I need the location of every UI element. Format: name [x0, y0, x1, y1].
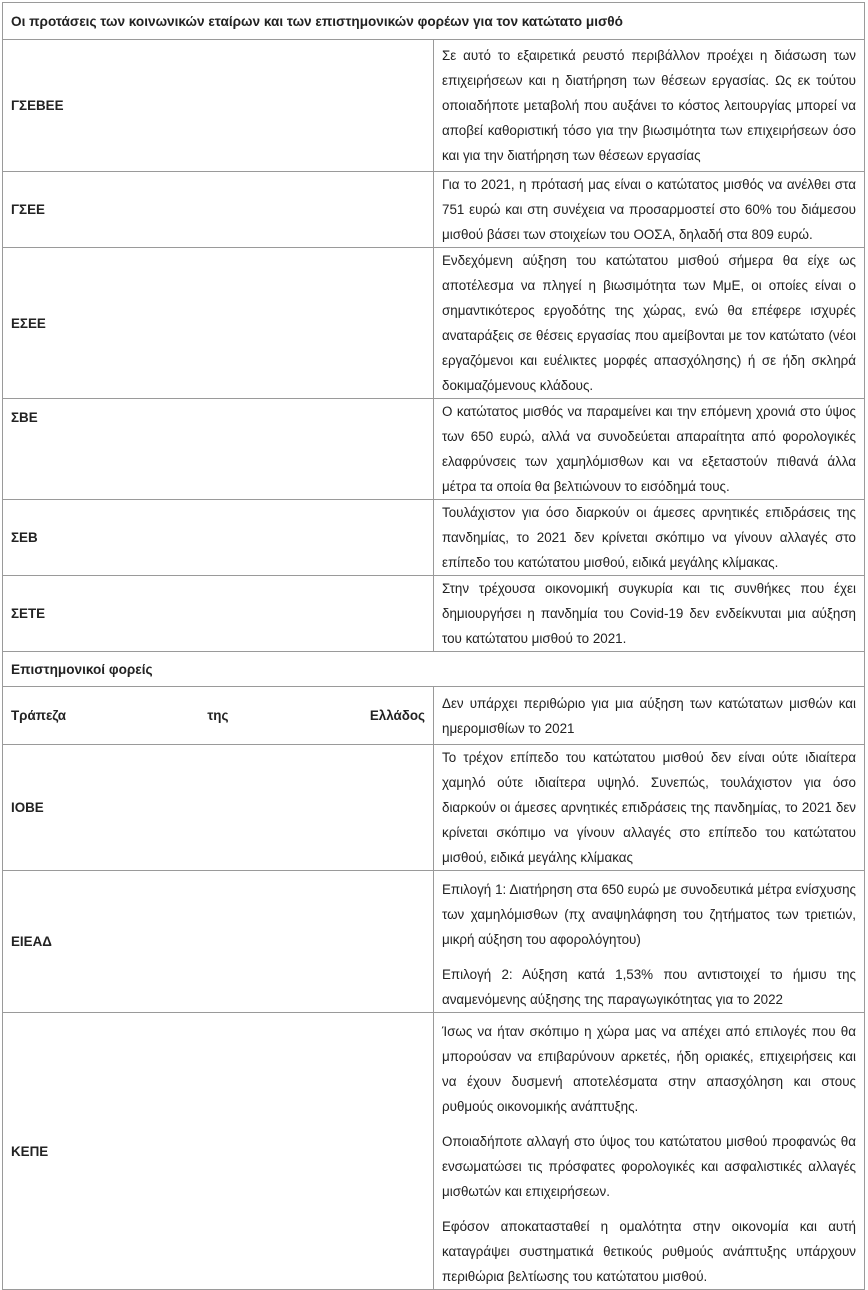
org-name: Τράπεζα της Ελλάδος: [3, 687, 434, 745]
proposal-text: [434, 172, 865, 248]
minimum-wage-proposals-table: [2, 2, 865, 1290]
proposal-text: [434, 40, 865, 172]
org-name: ΣΒΕ: [3, 399, 434, 500]
proposal-text: [434, 248, 865, 399]
table-title-row: [3, 3, 865, 40]
org-name: ΕΣΕΕ: [3, 248, 434, 399]
table-row: [3, 40, 865, 172]
org-name: ΙΟΒΕ: [3, 745, 434, 871]
proposal-paragraph: Ίσως να ήταν σκόπιμο η χώρα μας να απέχει από επιλογές που θα μπορούσαν να επιβαρύνουν αρκετές, ήδη οριακές, επιχειρήσεις και να έχουν δυσμενή αποτελέσματα στην απασχόληση και στους ρυθμούς οικονομικής ανάπτυξης.: [442, 1024, 856, 1114]
section-heading: Επιστημονικοί φορείς: [3, 652, 865, 687]
section-heading-row: [3, 652, 865, 687]
proposal-paragraph: Εφόσον αποκατασταθεί η ομαλότητα στην οικονομία και αυτή καταγράψει συστηματικά θετικούς ρυθμούς ανάπτυξης υπάρχουν περιθώρια βελτίωσης του κατώτατου μισθού.: [442, 1219, 856, 1284]
org-name: ΣΕΒ: [3, 500, 434, 576]
proposal-text: [434, 399, 865, 500]
proposal-text: [434, 687, 865, 745]
proposal-text: [434, 745, 865, 871]
table-row: [3, 871, 865, 1013]
table-row: [3, 172, 865, 248]
proposal-paragraph: Σε αυτό το εξαιρετικά ρευστό περιβάλλον προέχει η διάσωση των επιχειρήσεων και η διατήρηση των θέσεων εργασίας. Ως εκ τούτου οποιαδήποτε μεταβολή που αυξάνει το κόστος λειτουργίας μπορεί να αποβεί καθοριστική τόσο για την βιωσιμότητα των επιχειρήσεων όσο και για την διατήρηση των θέσεων εργασίας: [442, 48, 856, 163]
table-row: [3, 745, 865, 871]
org-name: ΓΣΕΕ: [3, 172, 434, 248]
table-row: [3, 248, 865, 399]
proposal-paragraph: Τουλάχιστον για όσο διαρκούν οι άμεσες αρνητικές επιδράσεις της πανδημίας, το 2021 δεν κρίνεται σκόπιμο να γίνουν αλλαγές στο επίπεδο του κατώτατου μισθού, ειδικά μεγάλης κλίμακας.: [442, 505, 856, 570]
proposal-text: [434, 1013, 865, 1290]
proposal-paragraph: Στην τρέχουσα οικονομική συγκυρία και τις συνθήκες που έχει δημιουργήσει η πανδημία του Covid-19 δεν ενδείκνυται μια αύξηση του κατώτατου μισθού το 2021.: [442, 581, 856, 646]
proposal-text: [434, 500, 865, 576]
proposal-paragraph: Επιλογή 2: Αύξηση κατά 1,53% που αντιστοιχεί το ήμισυ της αναμενόμενης αύξησης της παραγωγικότητας για το 2022: [442, 967, 856, 1007]
proposal-text: [434, 871, 865, 1013]
proposal-paragraph: Επιλογή 1: Διατήρηση στα 650 ευρώ με συνοδευτικά μέτρα ενίσχυσης των χαμηλόμισθων (πχ αναψηλάφηση του ζητήματος των τριετιών, μικρή αύξηση του αφορολόγητου): [442, 882, 856, 947]
table-title: Οι προτάσεις των κοινωνικών εταίρων και των επιστημονικών φορέων για τον κατώτατο μισθό: [3, 3, 865, 40]
proposal-paragraph: Ενδεχόμενη αύξηση του κατώτατου μισθού σήμερα θα είχε ως αποτέλεσμα να πληγεί η βιωσιμότητα των ΜμΕ, οι οποίες είναι ο σημαντικότερος εργοδότης της χώρας, ενώ θα επέφερε ισχυρές αναταράξεις σε θέσεις εργασίας που αμείβονται με τον κατώτατο (νέοι εργαζόμενοι και ευέλικτες μορφές απασχόλησης) ή σε ήδη σκληρά δοκιμαζόμενους κλάδους.: [442, 253, 856, 393]
proposal-paragraph: Το τρέχον επίπεδο του κατώτατου μισθού δεν είναι ούτε ιδιαίτερα χαμηλό ούτε ιδιαίτερα υψηλό. Συνεπώς, τουλάχιστον για όσο διαρκούν οι άμεσες αρνητικές επιδράσεις της πανδημίας, το 2021 δεν κρίνεται σκόπιμο να γίνουν αλλαγές στο επίπεδο του κατώτατου μισθού, ειδικά μεγάλης κλίμακας: [442, 750, 856, 865]
proposal-paragraph: Οποιαδήποτε αλλαγή στο ύψος του κατώτατου μισθού προφανώς θα ενσωματώσει τις πρόσφατες φορολογικές και ασφαλιστικές αλλαγές μισθωτών και επιχειρήσεων.: [442, 1134, 856, 1199]
proposal-text: [434, 576, 865, 652]
table-row: [3, 500, 865, 576]
table-row: [3, 687, 865, 745]
proposal-paragraph: Για το 2021, η πρότασή μας είναι ο κατώτατος μισθός να ανέλθει στα 751 ευρώ και στη συνέχεια να προσαρμοστεί στο 60% του διάμεσου μισθού βάσει των στοιχείων του ΟΟΣΑ, δηλαδή στα 809 ευρώ.: [442, 177, 856, 242]
proposal-paragraph: Δεν υπάρχει περιθώριο για μια αύξηση των κατώτατων μισθών και ημερομισθίων το 2021: [442, 695, 856, 736]
org-name: ΕΙΕΑΔ: [3, 871, 434, 1013]
org-name: ΣΕΤΕ: [3, 576, 434, 652]
table-row: [3, 1013, 865, 1290]
table-row: [3, 399, 865, 500]
org-name: ΚΕΠΕ: [3, 1013, 434, 1290]
proposal-paragraph: Ο κατώτατος μισθός να παραμείνει και την επόμενη χρονιά στο ύψος των 650 ευρώ, αλλά να συνοδεύεται απαραίτητα από φορολογικές ελαφρύνσεις των χαμηλόμισθων και να εξεταστούν πιθανά άλλα μέτρα τα οποία θα βελτιώνουν το εισόδημά τους.: [442, 404, 856, 494]
table-row: [3, 576, 865, 652]
org-name: ΓΣΕΒΕΕ: [3, 40, 434, 172]
